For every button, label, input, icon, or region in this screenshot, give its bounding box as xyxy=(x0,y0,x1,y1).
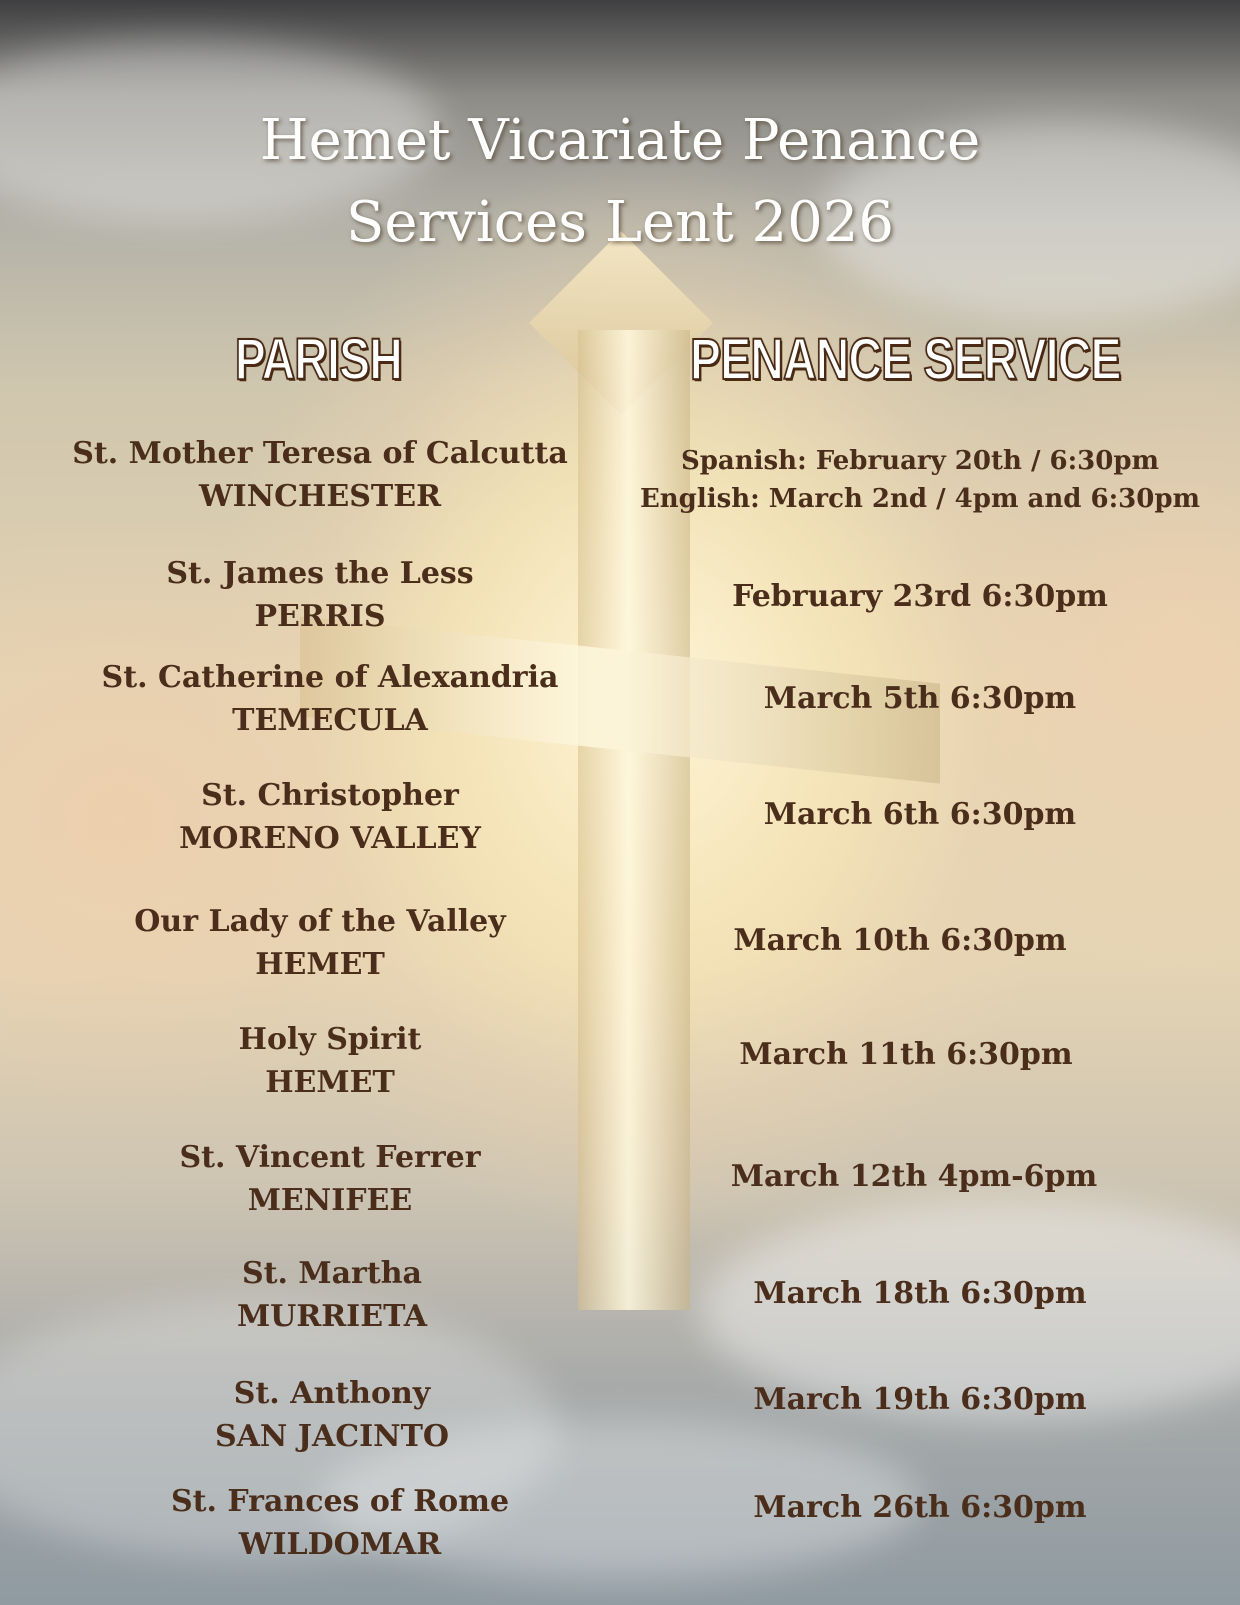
parish-name: St. Mother Teresa of Calcutta xyxy=(72,436,568,471)
parish-city: WILDOMAR xyxy=(238,1527,442,1562)
service-line: March 12th 4pm-6pm xyxy=(730,1159,1098,1194)
parish-name: St. Frances of Rome xyxy=(170,1484,510,1519)
service-entry xyxy=(630,442,1210,518)
parish-entry xyxy=(50,774,610,860)
title-line-2: Services Lent 2026 xyxy=(345,190,895,255)
parish-city: TEMECULA xyxy=(232,703,428,738)
parish-entry xyxy=(52,1252,612,1338)
parish-name: Our Lady of the Valley xyxy=(134,904,506,939)
parish-entry xyxy=(40,900,600,986)
service-line: March 10th 6:30pm xyxy=(733,923,1067,958)
parish-city: MURRIETA xyxy=(236,1299,428,1334)
service-entry xyxy=(616,1036,1196,1074)
service-entry xyxy=(630,1489,1210,1527)
service-line: March 19th 6:30pm xyxy=(753,1382,1087,1417)
service-line: March 11th 6:30pm xyxy=(739,1037,1073,1072)
parish-entry xyxy=(50,656,610,742)
service-entry xyxy=(630,578,1210,616)
parish-city: HEMET xyxy=(265,1065,395,1100)
parish-city: WINCHESTER xyxy=(198,479,442,514)
parish-entry xyxy=(60,1480,620,1566)
parish-name: St. Martha xyxy=(242,1256,422,1291)
service-entry xyxy=(630,680,1210,718)
service-line: March 26th 6:30pm xyxy=(753,1490,1087,1525)
service-entry xyxy=(630,1275,1210,1313)
parish-name: St. Christopher xyxy=(201,778,459,813)
parish-city: MORENO VALLEY xyxy=(179,821,481,856)
parish-entry xyxy=(52,1372,612,1458)
service-entry xyxy=(630,796,1210,834)
service-line: March 6th 6:30pm xyxy=(763,797,1077,832)
parish-name: Holy Spirit xyxy=(238,1022,422,1057)
service-line: March 5th 6:30pm xyxy=(763,681,1077,716)
service-entry xyxy=(610,922,1190,960)
page-title xyxy=(0,100,1240,264)
service-entry xyxy=(624,1158,1204,1196)
parish-city: HEMET xyxy=(255,947,385,982)
parish-entry xyxy=(40,552,600,638)
title-line-1: Hemet Vicariate Penance xyxy=(259,108,981,173)
service-line: Spanish: February 20th / 6:30pm xyxy=(680,446,1160,476)
parish-city: SAN JACINTO xyxy=(214,1419,450,1454)
parish-city: MENIFEE xyxy=(247,1183,413,1218)
service-line: March 18th 6:30pm xyxy=(753,1276,1087,1311)
parish-entry xyxy=(50,1136,610,1222)
parish-name: St. James the Less xyxy=(166,556,474,591)
parish-name: St. Vincent Ferrer xyxy=(179,1140,481,1175)
parish-entry xyxy=(50,1018,610,1104)
service-line: February 23rd 6:30pm xyxy=(732,579,1108,614)
parish-entry xyxy=(40,432,600,518)
service-line: English: March 2nd / 4pm and 6:30pm xyxy=(639,484,1201,514)
parish-column-header: PARISH xyxy=(234,327,402,392)
service-entry xyxy=(630,1381,1210,1419)
parish-name: St. Anthony xyxy=(233,1376,431,1411)
parish-city: PERRIS xyxy=(254,599,386,634)
parish-name: St. Catherine of Alexandria xyxy=(101,660,559,695)
service-column-header: PENANCE SERVICE xyxy=(690,327,1121,392)
